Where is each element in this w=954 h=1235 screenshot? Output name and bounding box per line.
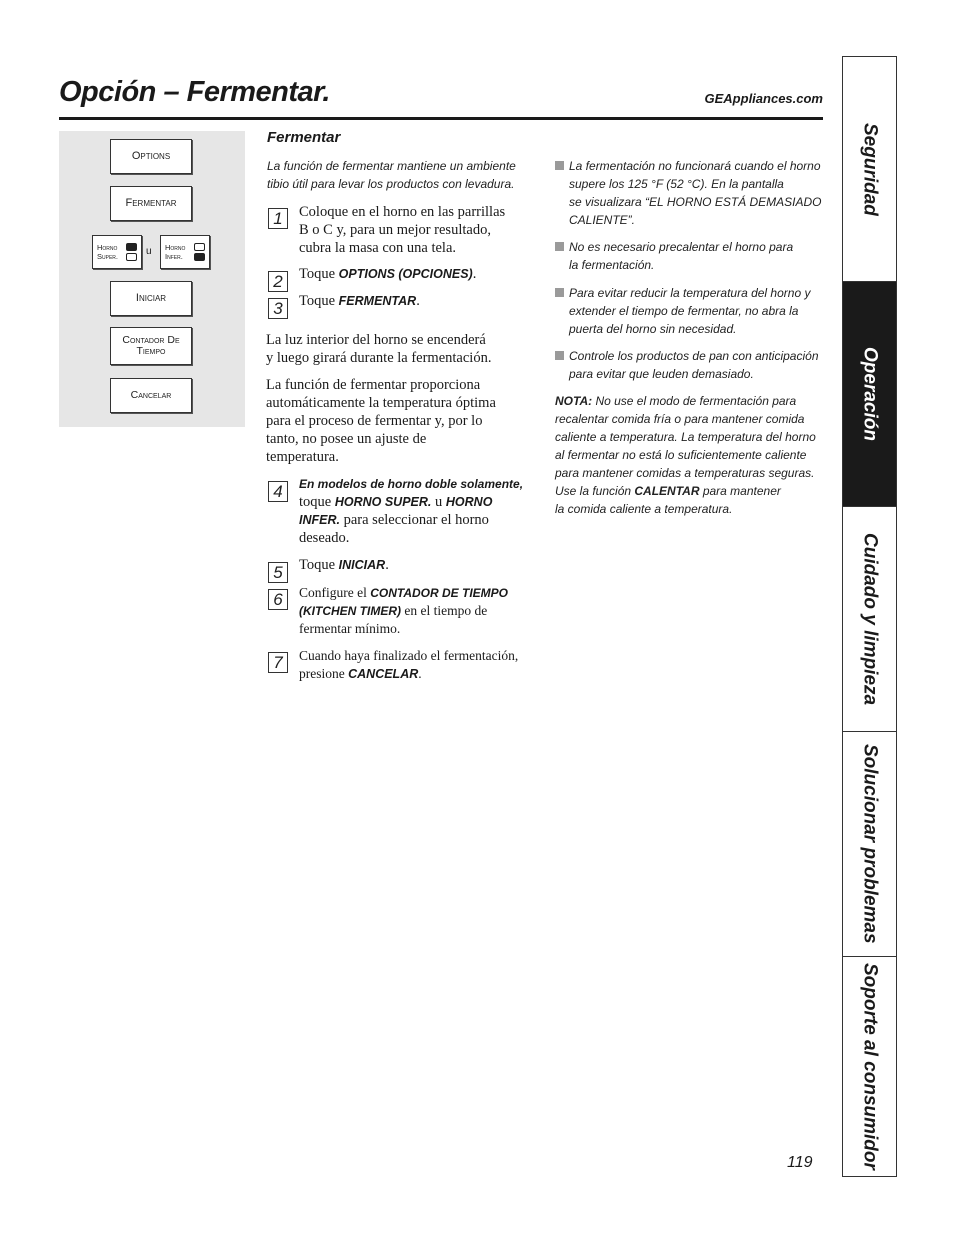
paragraph-temperature bbox=[266, 376, 496, 466]
text-line: se visualizara “EL HORNO ESTÁ DEMASIADO bbox=[569, 195, 822, 209]
indicator-empty-icon bbox=[194, 243, 205, 251]
text-line: para evitar que leuden demasiado. bbox=[569, 367, 754, 381]
tab-label: Solucionar problemas bbox=[859, 744, 881, 944]
text-run: Use la función bbox=[555, 484, 635, 498]
page-title: Opción – Fermentar. bbox=[59, 76, 330, 108]
section-tabs bbox=[842, 56, 897, 1177]
tab-label: Cuidado y limpieza bbox=[859, 532, 881, 706]
section-intro bbox=[267, 157, 516, 193]
cancelar-key[interactable]: Cancelar bbox=[110, 378, 192, 413]
text-run: No use el modo de fermentación para bbox=[592, 394, 797, 408]
text-line: Para evitar reducir la temperatura del horno y bbox=[569, 286, 811, 300]
text-line: La función de fermentar proporciona bbox=[266, 377, 481, 393]
tab-cuidado-limpieza[interactable] bbox=[843, 507, 896, 732]
text-line: la comida caliente a temperatura. bbox=[555, 502, 733, 516]
tab-label: Soporte al consumidor bbox=[859, 963, 881, 1170]
text-line: fermentar mínimo. bbox=[299, 621, 401, 636]
tab-label: Operación bbox=[859, 347, 881, 441]
note-4 bbox=[569, 347, 829, 383]
text-line: tanto, no posee un ajuste de bbox=[266, 431, 427, 447]
text-line: La luz interior del horno se encenderá bbox=[266, 332, 486, 348]
title-rule bbox=[59, 117, 823, 120]
nota-block bbox=[555, 392, 830, 518]
text-line: para el proceso de fermentar y, por lo bbox=[266, 413, 483, 429]
text-line: supere los 125 °F (52 °C). En la pantalla bbox=[569, 177, 784, 191]
text-run: para seleccionar el horno bbox=[339, 512, 489, 528]
bullet-square-icon bbox=[555, 288, 564, 297]
step-7-text bbox=[299, 647, 544, 683]
text-line: temperatura. bbox=[266, 449, 339, 465]
nota-label: NOTA: bbox=[555, 394, 593, 408]
text-line: deseado. bbox=[299, 530, 350, 546]
bold-text: HORNO bbox=[445, 495, 493, 509]
text-line: Coloque en el horno en las parrillas bbox=[299, 204, 506, 220]
fermentar-key[interactable]: Fermentar bbox=[110, 186, 192, 221]
bold-text: CALENTAR bbox=[634, 484, 700, 498]
contador-tiempo-key[interactable] bbox=[110, 327, 192, 365]
text-run: . bbox=[385, 557, 389, 573]
intro-line: La función de fermentar mantiene un ambiente bbox=[267, 159, 516, 173]
step-6-text bbox=[299, 584, 539, 638]
text-run: . bbox=[418, 666, 422, 681]
text-line: Controle los productos de pan con anticipación bbox=[569, 349, 819, 363]
text-line: caliente a temperatura. La temperatura del horno bbox=[555, 430, 816, 444]
bold-text: HORNO SUPER. bbox=[334, 495, 432, 509]
text-run: Toque bbox=[299, 293, 339, 309]
text-run: . bbox=[416, 293, 420, 309]
step-3-text bbox=[299, 292, 420, 310]
text-run: en el tiempo de bbox=[401, 603, 488, 618]
step-number: 3 bbox=[268, 298, 288, 319]
step-1-text bbox=[299, 203, 505, 257]
horno-infer-key[interactable] bbox=[160, 235, 210, 269]
text-run: Toque bbox=[299, 557, 339, 573]
text-line: Cuando haya finalizado el fermentación, bbox=[299, 648, 519, 663]
horno-infer-label-1: Horno bbox=[165, 243, 186, 252]
text-line: la fermentación. bbox=[569, 258, 655, 272]
text-line: y luego girará durante la fermentación. bbox=[266, 350, 492, 366]
step-number: 2 bbox=[268, 271, 288, 292]
tab-solucionar-problemas[interactable] bbox=[843, 732, 896, 957]
text-line: extender el tiempo de fermentar, no abra la bbox=[569, 304, 799, 318]
contador-label-1: Contador De bbox=[122, 334, 180, 346]
text-run: u bbox=[431, 494, 446, 510]
intro-line: tibio útil para levar los productos con levadura. bbox=[267, 177, 515, 191]
or-label: u bbox=[146, 246, 152, 257]
note-2 bbox=[569, 238, 829, 274]
text-line: No es necesario precalentar el horno para bbox=[569, 240, 794, 254]
step-5-text bbox=[299, 556, 389, 574]
text-line: recalentar comida fría o para mantener comida bbox=[555, 412, 805, 426]
text-line: B o C y, para un mejor resultado, bbox=[299, 222, 491, 238]
text-line: al fermentar no está lo suficientemente caliente bbox=[555, 448, 807, 462]
contador-label-2: Tiempo bbox=[136, 345, 166, 357]
bold-text: OPTIONS (OPCIONES) bbox=[338, 267, 473, 281]
bold-text: INICIAR bbox=[338, 558, 386, 572]
bold-text: FERMENTAR bbox=[338, 294, 417, 308]
step-number: 5 bbox=[268, 562, 288, 583]
section-heading: Fermentar bbox=[267, 129, 341, 146]
text-run: Toque bbox=[299, 266, 339, 282]
text-run: para mantener bbox=[699, 484, 781, 498]
text-line: puerta del horno sin necesidad. bbox=[569, 322, 737, 336]
bold-text: (KITCHEN TIMER) bbox=[299, 604, 401, 618]
tab-operacion[interactable] bbox=[843, 282, 896, 507]
tab-label: Seguridad bbox=[859, 122, 881, 216]
horno-super-label-1: Horno bbox=[97, 243, 118, 252]
step-number: 6 bbox=[268, 589, 288, 610]
step-2-text bbox=[299, 265, 476, 283]
note-3 bbox=[569, 284, 829, 338]
text-line: cubra la masa con una tela. bbox=[299, 240, 457, 256]
text-line: La fermentación no funcionará cuando el horno bbox=[569, 159, 821, 173]
step-number: 4 bbox=[268, 481, 288, 502]
text-run: presione bbox=[299, 666, 349, 681]
text-line: automáticamente la temperatura óptima bbox=[266, 395, 496, 411]
indicator-filled-icon bbox=[194, 253, 205, 261]
text-run: toque bbox=[299, 494, 335, 510]
page-number: 119 bbox=[787, 1154, 813, 1171]
bold-text: CANCELAR bbox=[348, 667, 419, 681]
step-number: 7 bbox=[268, 652, 288, 673]
bold-text: En modelos de horno doble solamente, bbox=[299, 477, 524, 491]
tab-seguridad[interactable] bbox=[843, 57, 896, 282]
bold-text: CONTADOR DE TIEMPO bbox=[370, 586, 509, 600]
bold-text: INFER. bbox=[299, 513, 340, 527]
text-run: . bbox=[472, 266, 477, 282]
bullet-square-icon bbox=[555, 351, 564, 360]
bullet-square-icon bbox=[555, 242, 564, 251]
horno-super-key[interactable] bbox=[92, 235, 142, 269]
options-key[interactable]: Options bbox=[110, 139, 192, 174]
bullet-square-icon bbox=[555, 161, 564, 170]
text-run: Configure el bbox=[299, 585, 371, 600]
site-url: GEAppliances.com bbox=[704, 91, 823, 106]
text-line: para mantener comidas a temperaturas seguras. bbox=[555, 466, 815, 480]
step-number: 1 bbox=[268, 208, 288, 229]
tab-soporte-consumidor[interactable] bbox=[843, 957, 896, 1176]
horno-super-label-2: Super. bbox=[97, 252, 118, 261]
text-line: CALIENTE”. bbox=[569, 213, 636, 227]
indicator-filled-icon bbox=[126, 243, 137, 251]
paragraph-light bbox=[266, 331, 491, 367]
horno-infer-label-2: Infer. bbox=[165, 252, 183, 261]
step-4-text bbox=[299, 475, 539, 547]
iniciar-key[interactable]: Iniciar bbox=[110, 281, 192, 316]
note-1 bbox=[569, 157, 829, 229]
indicator-empty-icon bbox=[126, 253, 137, 261]
